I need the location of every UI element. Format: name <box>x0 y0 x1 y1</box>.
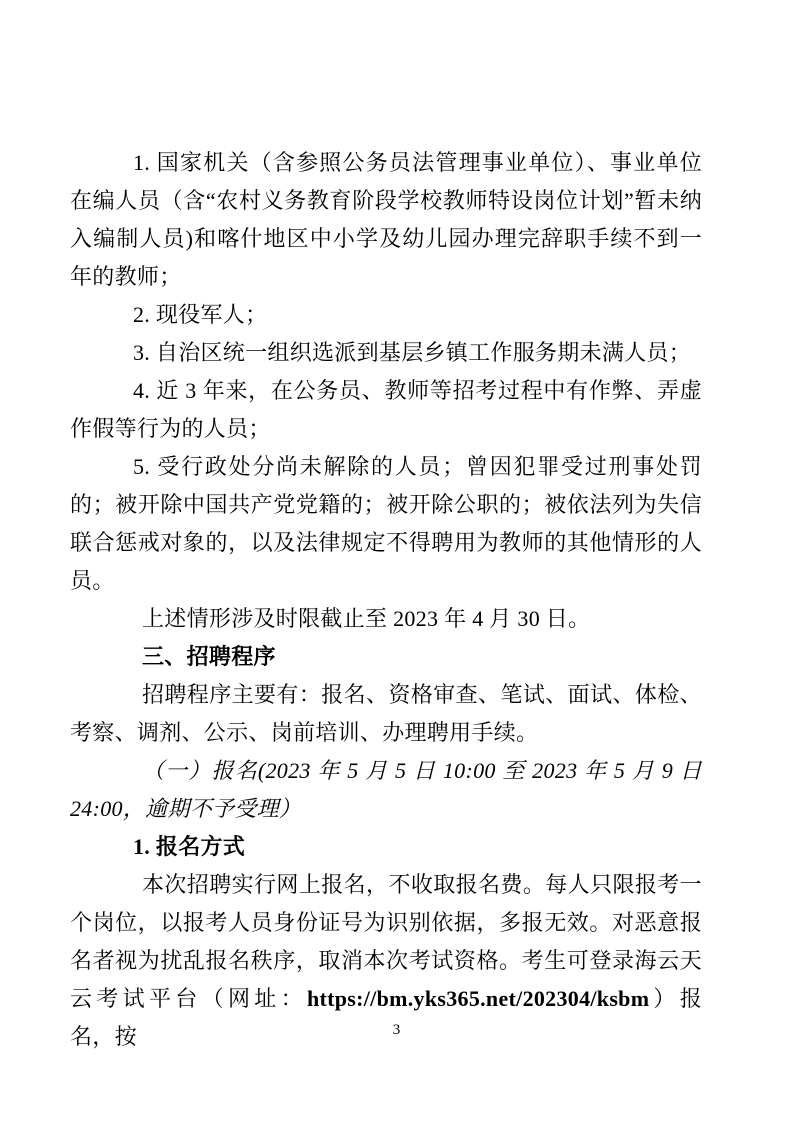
registration-method-text-before-url: 本次招聘实行网上报名，不收取报名费。每人只限报考一个岗位，以报考人员身份证号为识别依据，多报无效。对恶意报名者视为扰乱报名秩序，取消本次考试资格。考生可登录海云天云考试平台（网址： <box>70 872 702 1011</box>
deadline-note: 上述情形涉及时限截止至 2023 年 4 月 30 日。 <box>142 606 591 631</box>
registration-period-note: （一）报名(2023 年 5 月 5 日 10:00 至 2023 年 5 月 9 日 24:00，逾期不予受理） <box>70 758 702 821</box>
registration-method-heading: 1. 报名方式 <box>133 834 246 859</box>
excluded-item-2: 2. 现役军人； <box>133 302 268 327</box>
excluded-item-1: 1. 国家机关（含参照公务员法管理事业单位）、事业单位在编人员（含“农村义务教育阶段学校教师特设岗位计划”暂未纳入编制人员)和喀什地区中小学及幼儿园办理完辞职手续不到一年的教师； <box>70 150 702 289</box>
excluded-item-4: 4. 近 3 年来，在公务员、教师等招考过程中有作弊、弄虚作假等行为的人员； <box>70 378 702 441</box>
registration-url: https://bm.yks365.net/202304/ksbm <box>306 986 650 1011</box>
page-number: 3 <box>392 1022 401 1038</box>
excluded-item-3: 3. 自治区统一组织选派到基层乡镇工作服务期未满人员； <box>133 340 692 365</box>
procedure-overview: 招聘程序主要有：报名、资格审查、笔试、面试、体检、考察、调剂、公示、岗前培训、办理聘用手续。 <box>70 682 702 745</box>
section-heading-recruitment-procedure: 三、招聘程序 <box>142 644 276 669</box>
registration-method-text-after-url: ）报名，按 <box>70 986 702 1049</box>
excluded-item-5: 5. 受行政处分尚未解除的人员；曾因犯罪受过刑事处罚的；被开除中国共产党党籍的；被开除公职的；被依法列为失信联合惩戒对象的，以及法律规定不得聘用为教师的其他情形的人员。 <box>70 454 702 593</box>
document-body <box>70 144 702 1056</box>
